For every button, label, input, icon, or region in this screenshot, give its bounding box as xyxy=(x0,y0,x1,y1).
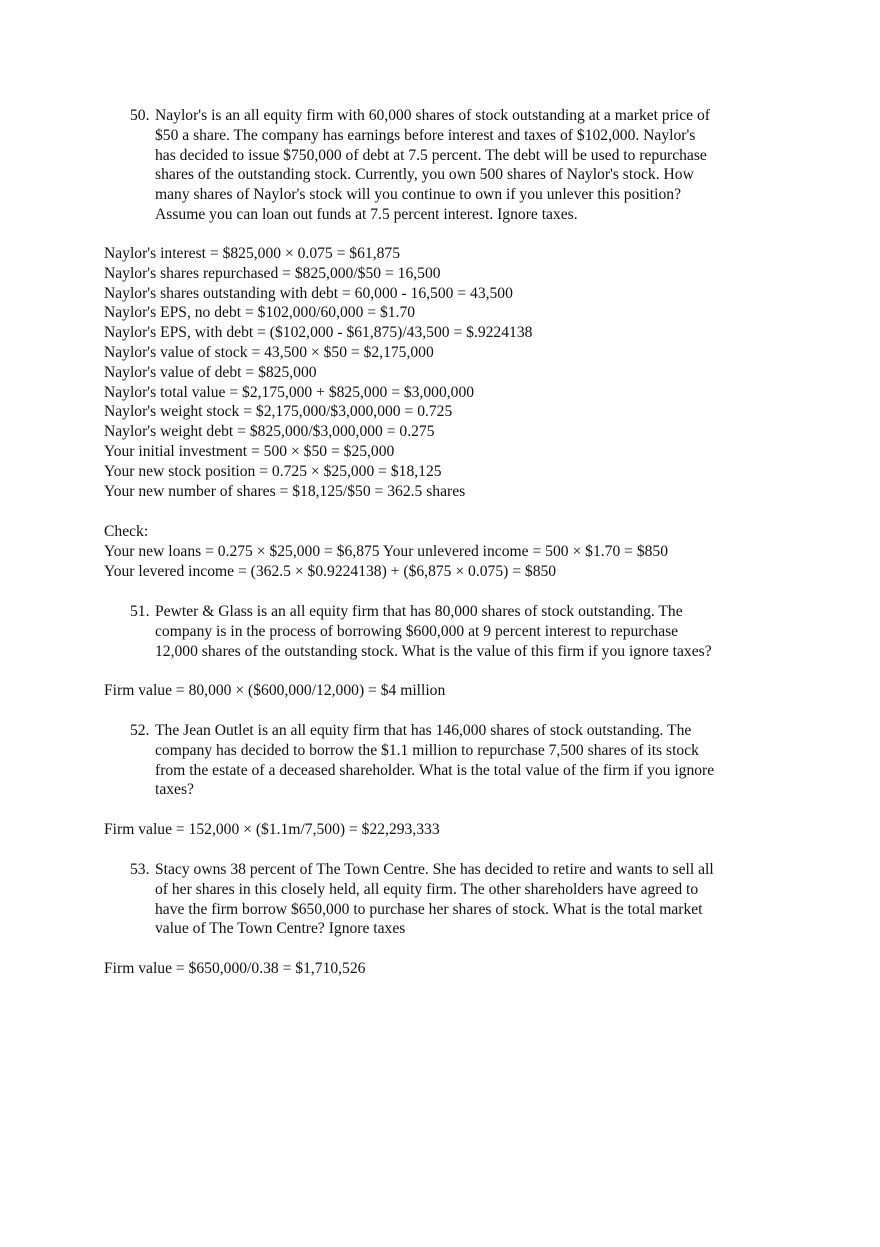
answer-line: Your new number of shares = $18,125/$50 = 362.5 shares xyxy=(104,482,466,500)
question-text-line: taxes? xyxy=(155,781,194,799)
answer-line: Firm value = $650,000/0.38 = $1,710,526 xyxy=(104,960,366,977)
answer-line: Firm value = 80,000 × ($600,000/12,000) = $4 million xyxy=(104,682,446,699)
question-number: 52. xyxy=(130,722,150,739)
question-text-line: $50 a share. The company has earnings before interest and taxes of $102,000. Naylor's xyxy=(155,126,696,144)
answer-line: Naylor's EPS, no debt = $102,000/60,000 = $1.70 xyxy=(104,304,416,322)
question-53 xyxy=(130,860,780,939)
question-text-line: Pewter & Glass is an all equity firm that has 80,000 shares of stock outstanding. The xyxy=(155,603,683,620)
question-number: 51. xyxy=(130,603,150,620)
answer-line: Naylor's shares repurchased = $825,000/$50 = 16,500 xyxy=(104,264,441,282)
answer-line: Naylor's value of debt = $825,000 xyxy=(104,363,317,381)
answer-line: Naylor's total value = $2,175,000 + $825,000 = $3,000,000 xyxy=(104,383,475,401)
question-text-line: company is in the process of borrowing $600,000 at 9 percent interest to repurchase xyxy=(155,622,679,640)
question-text-line: Assume you can loan out funds at 7.5 percent interest. Ignore taxes. xyxy=(155,205,578,223)
answer-line: Naylor's shares outstanding with debt = 60,000 - 16,500 = 43,500 xyxy=(104,284,513,302)
question-text-line: from the estate of a deceased shareholder. What is the total value of the firm if you ignore xyxy=(155,761,715,779)
question-text-line: Stacy owns 38 percent of The Town Centre. She has decided to retire and wants to sell all xyxy=(155,861,714,878)
answer-51 xyxy=(104,681,804,701)
answer-line: Your new stock position = 0.725 × $25,000 = $18,125 xyxy=(104,462,442,480)
question-text-line: of her shares in this closely held, all equity firm. The other shareholders have agreed to xyxy=(155,880,699,898)
check-line: Your new loans = 0.275 × $25,000 = $6,875 Your unlevered income = 500 × $1.70 = $850 xyxy=(104,542,669,560)
check-heading: Check: xyxy=(104,523,149,540)
answer-line: Naylor's weight debt = $825,000/$3,000,000 = 0.275 xyxy=(104,423,435,441)
answer-53 xyxy=(104,959,804,979)
question-51 xyxy=(130,602,780,661)
check-line: Your levered income = (362.5 × $0.9224138) + ($6,875 × 0.075) = $850 xyxy=(104,562,557,580)
answer-line: Naylor's value of stock = 43,500 × $50 = $2,175,000 xyxy=(104,343,434,361)
answer-line: Firm value = 152,000 × ($1.1m/7,500) = $22,293,333 xyxy=(104,821,440,838)
question-50 xyxy=(130,106,780,225)
question-text-line: have the firm borrow $650,000 to purchase her shares of stock. What is the total market xyxy=(155,900,703,918)
answer-50 xyxy=(104,244,804,501)
answer-52 xyxy=(104,820,804,840)
check-50 xyxy=(104,522,804,581)
question-number: 50. xyxy=(130,107,150,124)
question-text-line: has decided to issue $750,000 of debt at 7.5 percent. The debt will be used to repurchase xyxy=(155,146,707,164)
answer-line: Naylor's weight stock = $2,175,000/$3,000,000 = 0.725 xyxy=(104,403,453,421)
answer-line: Your initial investment = 500 × $50 = $25,000 xyxy=(104,442,395,460)
question-number: 53. xyxy=(130,861,150,878)
answer-line: Naylor's interest = $825,000 × 0.075 = $61,875 xyxy=(104,245,400,262)
answer-line: Naylor's EPS, with debt = ($102,000 - $61,875)/43,500 = $.9224138 xyxy=(104,324,533,342)
question-text-line: 12,000 shares of the outstanding stock. What is the value of this firm if you ignore taxes? xyxy=(155,642,712,660)
question-text-line: many shares of Naylor's stock will you continue to own if you unlever this position? xyxy=(155,186,681,204)
question-text-line: company has decided to borrow the $1.1 million to repurchase 7,500 shares of its stock xyxy=(155,741,699,759)
question-text-line: Naylor's is an all equity firm with 60,000 shares of stock outstanding at a market price of xyxy=(155,107,710,124)
question-text-line: The Jean Outlet is an all equity firm that has 146,000 shares of stock outstanding. The xyxy=(155,722,692,739)
question-text-line: value of The Town Centre? Ignore taxes xyxy=(155,920,406,938)
question-52 xyxy=(130,721,780,800)
question-text-line: shares of the outstanding stock. Currently, you own 500 shares of Naylor's stock. How xyxy=(155,166,694,184)
